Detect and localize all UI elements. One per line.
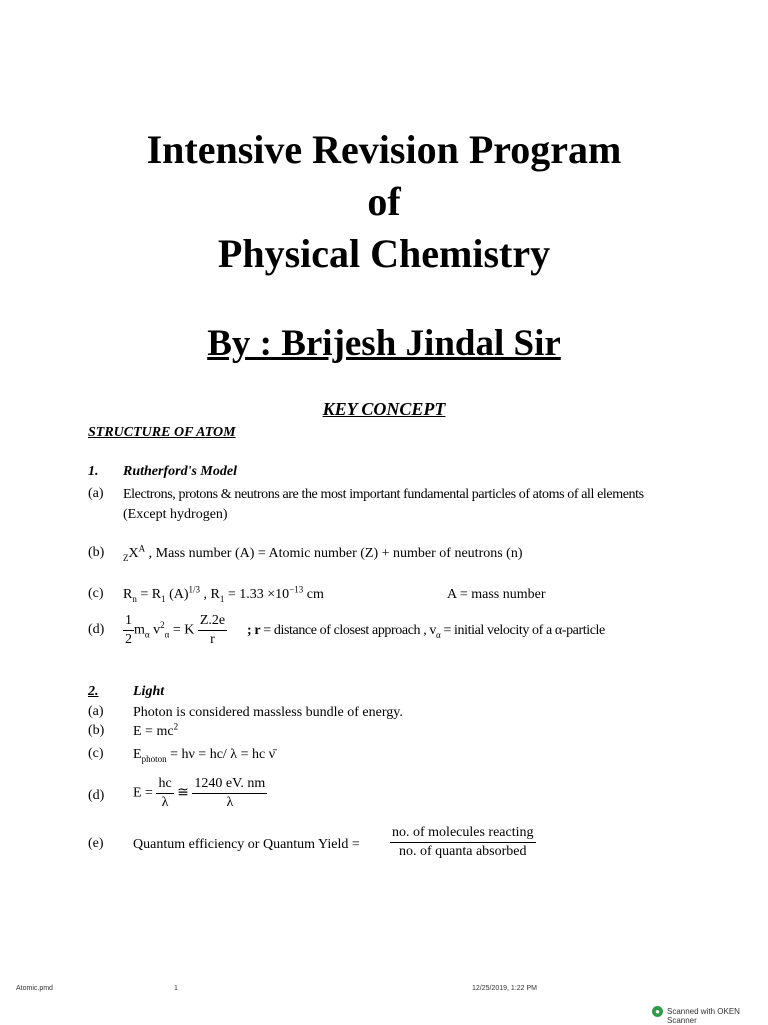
item-1b-label: (b) <box>88 545 105 560</box>
item-1a-label: (a) <box>88 486 104 501</box>
section2-number: 2. <box>88 684 99 699</box>
hc-over-lambda: $\frac{hc}{\lambda}$ <box>158 776 172 810</box>
scanner-logo-icon: ● <box>652 1006 663 1017</box>
footer-timestamp: 12/25/2019, 1:22 PM <box>472 985 537 992</box>
document-title-line3: Physical Chemistry <box>217 231 551 276</box>
item-1c-label: (c) <box>88 586 104 601</box>
scanner-watermark: Scanned with OKEN Scanner <box>667 1007 740 1025</box>
energy-fraction: $\frac{1240 eV. nm}{\lambda}$ <box>194 776 266 810</box>
item-1d-text: ; r = distance of closest approach , $v_\alpha$ = initial velocity of a α-particle <box>247 623 605 640</box>
author-byline: By : Brijesh Jindal Sir <box>207 323 561 364</box>
item-1b-text: $_ZX^A$ , Mass number (A) = Atomic number (Z) + number of neutrons (n) <box>123 543 523 563</box>
document-title-line2: of <box>367 179 401 224</box>
item-2a-text: Photon is considered massless bundle of energy. <box>133 705 403 720</box>
item-2b-label: (b) <box>88 723 105 738</box>
half-fraction: $\frac{1}{2}$ <box>125 613 132 647</box>
key-concept-heading: KEY CONCEPT <box>322 399 446 419</box>
item-2d-formula: E = $\frac{hc}{\lambda}$ ≅ $\frac{1240 eV. nm}{\lambda}$ <box>133 776 266 810</box>
item-1c-formula: $R_n = R_1$ $(A)^{1/3}$ , $R_1 = 1.33 \times 10^{-13}$ cm <box>123 584 324 604</box>
item-1a-text-cont: (Except hydrogen) <box>123 507 228 522</box>
item-2c-formula: $E_{photon} = h\nu = hc/$ λ = hc ν̄ <box>133 747 276 764</box>
footer-filename: Atomic.pmd <box>16 985 53 992</box>
chapter-heading: STRUCTURE OF ATOM <box>88 425 236 440</box>
item-1d-label: (d) <box>88 622 105 637</box>
document-title-line1: Intensive Revision Program <box>146 127 622 172</box>
item-2e-text: Quantum efficiency or Quantum Yield = <box>133 837 360 852</box>
item-1d-formula: $\frac{1}{2}$ $m_\alpha$ $v^2_\alpha = K$ $\frac{Z.2e}{r}$ <box>125 613 226 647</box>
item-2d-label: (d) <box>88 788 105 803</box>
footer-page-number: 1 <box>174 985 178 992</box>
section1-heading: Rutherford's Model <box>123 464 237 479</box>
item-2e-label: (e) <box>88 836 104 851</box>
item-2c-label: (c) <box>88 746 104 761</box>
item-2b-formula: $E = mc^2$ <box>133 721 179 739</box>
quantum-yield-fraction: $\frac{\text{no. of molecules reacting}}{\text{no. of quanta absorbed}}$ <box>392 825 534 859</box>
atomic-number-sub: Z <box>123 552 129 563</box>
section1-number: 1. <box>88 464 99 479</box>
item-2a-label: (a) <box>88 704 104 719</box>
section2-heading: Light <box>133 684 165 699</box>
item-1c-mass-number: A = mass number <box>447 587 546 602</box>
coulomb-fraction: $\frac{Z.2e}{r}$ <box>199 613 226 647</box>
item-1a-text: Electrons, protons & neutrons are the most important fundamental particles of atoms of all elements <box>123 487 644 502</box>
